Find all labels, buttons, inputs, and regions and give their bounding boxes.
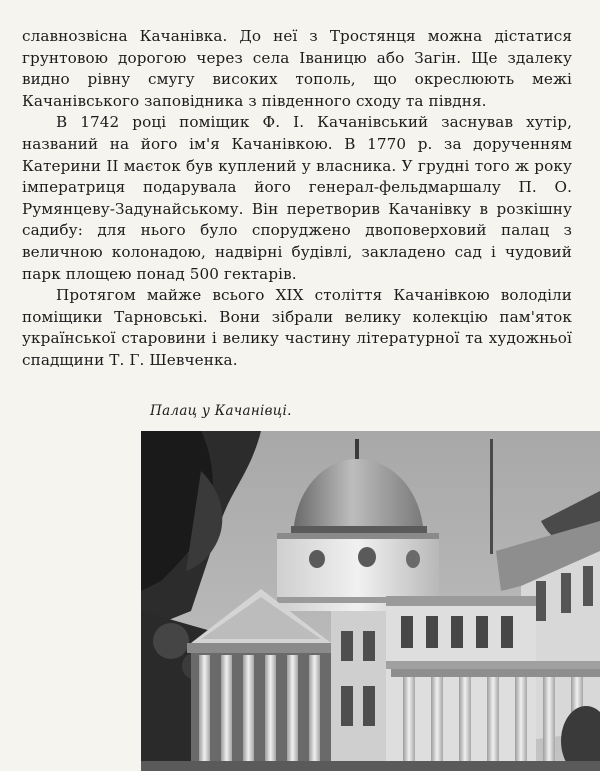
paragraph-3: Протягом майже всього XIX століття Качанівкою володіли поміщики Тарновські. Вони зібрали велику колекцію пам'яток української старовини і велику частину літературної та художньої спадщини Т. Г. Шевченка. [22, 286, 572, 369]
palace-photo [141, 431, 600, 771]
paragraph-1: славнозвісна Качанівка. До неї з Тростянця можна дістатися грунтовою дорогою через села Іваницю або Загін. Ще здалеку видно рівну смугу високих тополь, що окреслюють межі Качанівського заповідника з південного сходу та півдня. [22, 27, 572, 110]
page-body-text [22, 26, 572, 372]
dome-finial [355, 439, 359, 461]
figure-caption: Палац у Качанівці. [150, 403, 292, 419]
paragraph-2: В 1742 році поміщик Ф. І. Качанівський заснував хутір, названий на його ім'я Качанівкою. В 1770 р. за дорученням Катерини II маєток був куплений у власника. У грудні того ж року імператриця подарувала його генерал-фельдмаршалу П. О. Румянцеву-Задунайському. Він перетворив Качанівку в розкішну садибу: для нього було споруджено двоповерховий палац з величною колонадою, надвірні будівлі, закладено сад і чудовий парк площею понад 500 гектарів. [22, 113, 572, 283]
spire [490, 439, 493, 554]
